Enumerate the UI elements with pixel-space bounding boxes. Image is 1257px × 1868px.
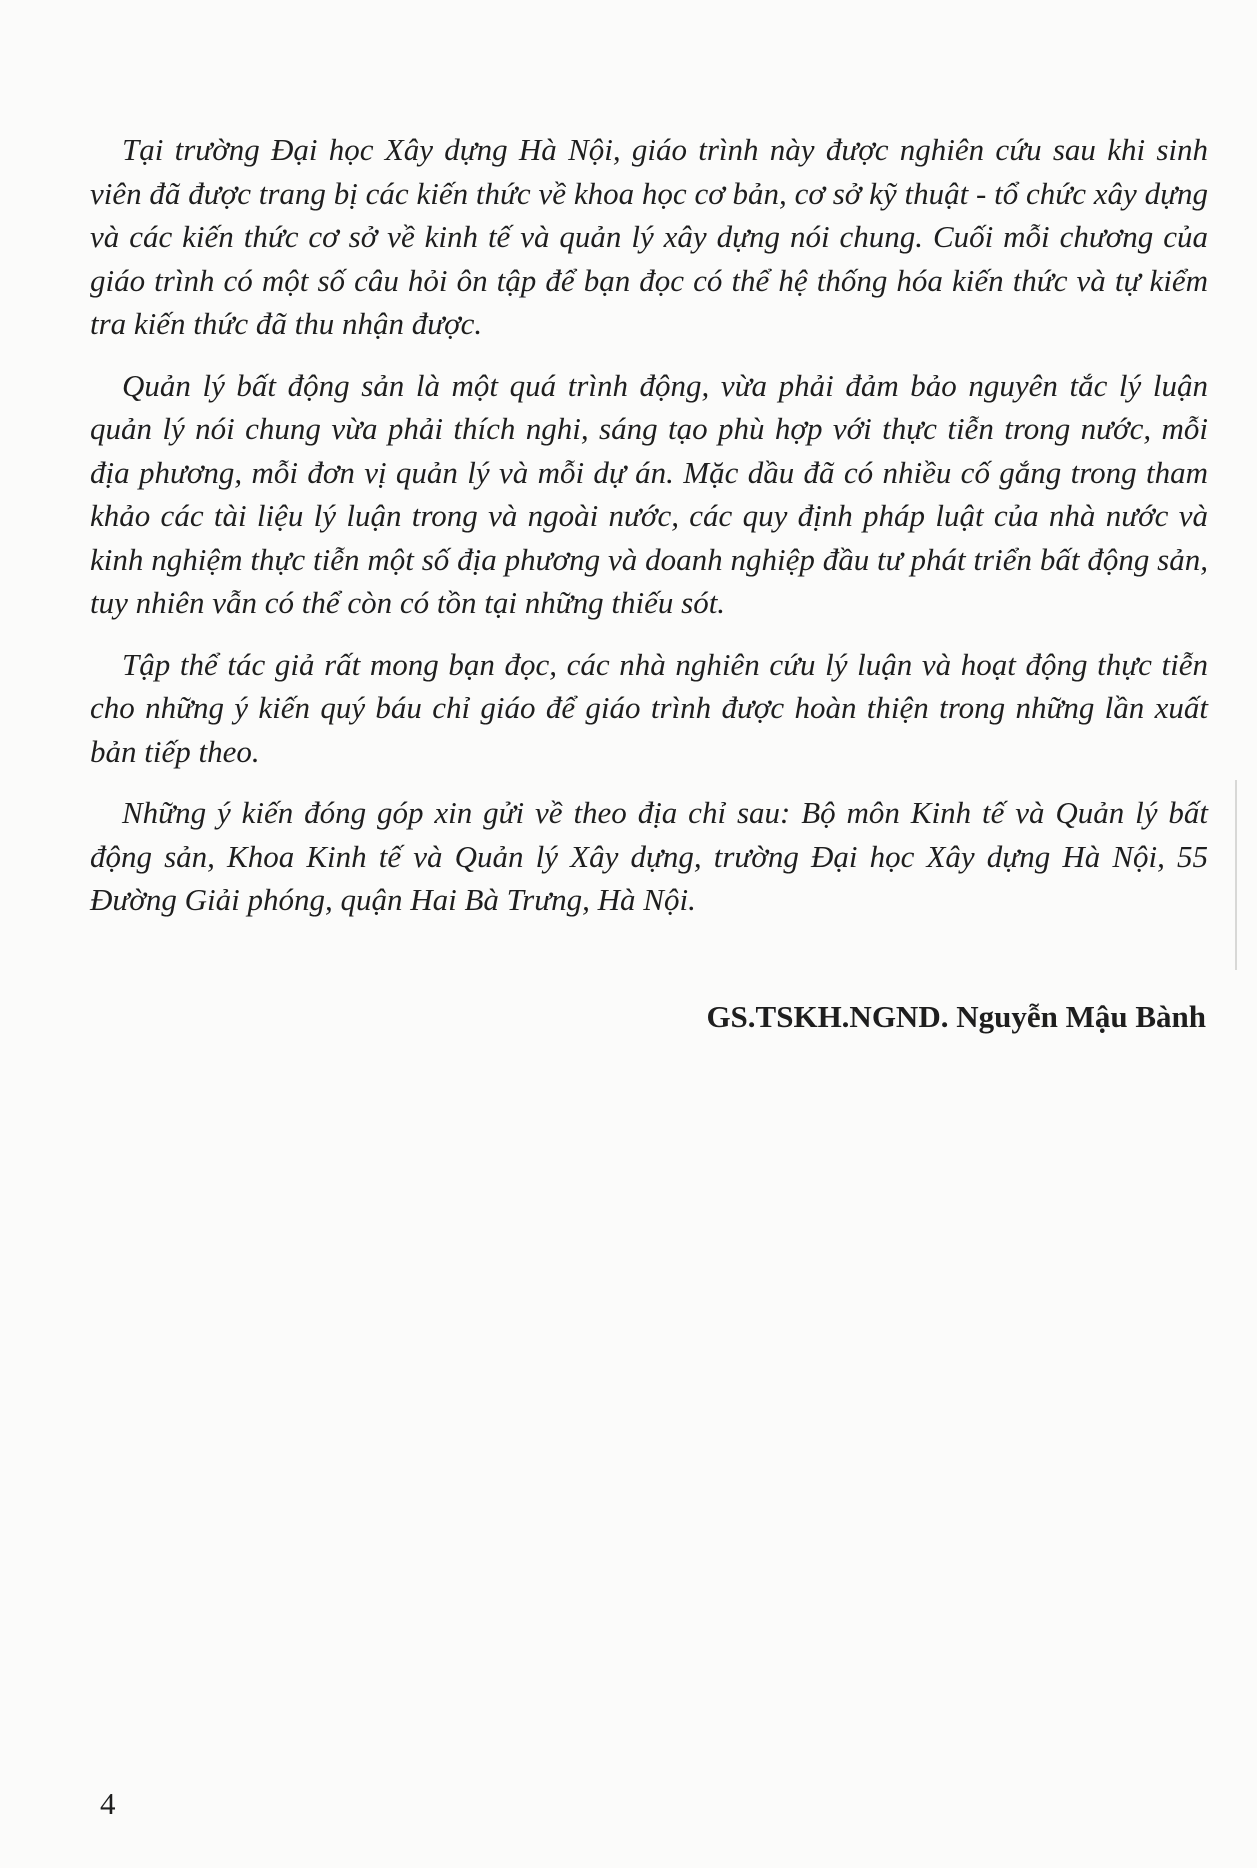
author-signature: GS.TSKH.NGND. Nguyễn Mậu Bành	[706, 999, 1206, 1034]
preface-body	[90, 128, 1208, 940]
paragraph-contact-address: Những ý kiến đóng góp xin gửi về theo địa chỉ sau: Bộ môn Kinh tế và Quản lý bất động sản, Khoa Kinh tế và Quản lý Xây dựng, trường Đại học Xây dựng Hà Nội, 55 Đường Giải phóng, quận Hai Bà Trưng, Hà Nội.	[90, 795, 1208, 917]
scan-edge-mark	[1235, 780, 1237, 970]
page-number: 4	[100, 1786, 116, 1821]
paragraph-request-feedback: Tập thể tác giả rất mong bạn đọc, các nhà nghiên cứu lý luận và hoạt động thực tiễn cho những ý kiến quý báu chỉ giáo để giáo trình được hoàn thiện trong những lần xuất bản tiếp theo.	[90, 646, 1208, 769]
paragraph-curriculum: Tại trường Đại học Xây dựng Hà Nội, giáo trình này được nghiên cứu sau khi sinh viên đã được trang bị các kiến thức về khoa học cơ bản, cơ sở kỹ thuật - tổ chức xây dựng và các kiến thức cơ sở về kinh tế và quản lý xây dựng nói chung. Cuối mỗi chương của giáo trình có một số câu hỏi ôn tập để bạn đọc có thể hệ thống hóa kiến thức và tự kiểm tra kiến thức đã thu nhận được.	[90, 132, 1208, 341]
paragraph-real-estate-management: Quản lý bất động sản là một quá trình động, vừa phải đảm bảo nguyên tắc lý luận quản lý nói chung vừa phải thích nghi, sáng tạo phù hợp với thực tiễn trong nước, mỗi địa phương, mỗi đơn vị quản lý và mỗi dự án. Mặc dầu đã có nhiều cố gắng trong tham khảo các tài liệu lý luận trong và ngoài nước, các quy định pháp luật của nhà nước và kinh nghiệm thực tiễn một số địa phương và doanh nghiệp đầu tư phát triển bất động sản, tuy nhiên vẫn có thể còn có tồn tại những thiếu sót.	[90, 367, 1208, 620]
